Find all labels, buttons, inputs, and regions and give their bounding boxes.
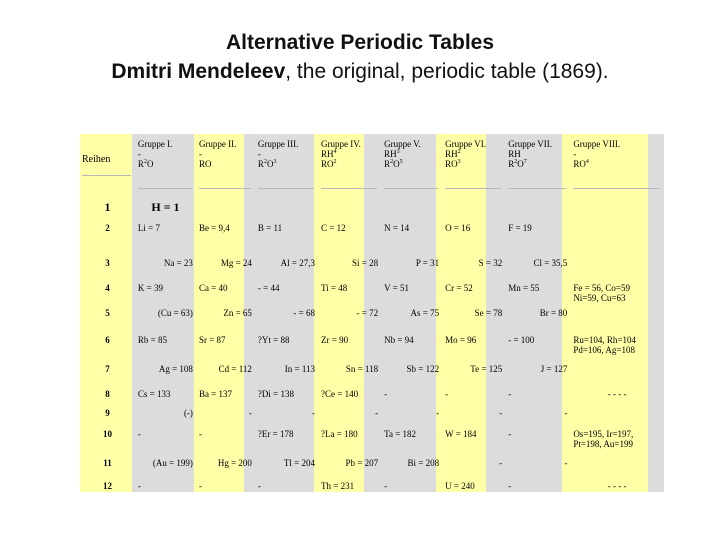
element-cell: ?Ce = 140 [321, 389, 359, 399]
group-hydride: - [137, 149, 141, 159]
table-row [80, 197, 664, 220]
element-cell: Tl = 204 [283, 458, 315, 468]
element-cell: Sr = 87 [198, 335, 226, 345]
element-cell: - [312, 408, 315, 418]
element-cell: Rb = 85 [137, 335, 168, 345]
element-cell: (-) [183, 408, 193, 418]
periodic-table [80, 134, 664, 492]
element-cell: - [375, 408, 379, 418]
element-cell: - [499, 458, 503, 468]
element-cell: - [198, 429, 202, 439]
element-cell: J = 127 [540, 364, 568, 374]
group-hydride: $RH^4$ [321, 149, 337, 159]
row-number: 4 [105, 283, 110, 293]
title-line-2 [0, 57, 720, 86]
group-oxide: $RO^2$ [321, 159, 337, 169]
element-cell: Al = 27,3 [280, 258, 315, 268]
element-cell: Li = 7 [137, 223, 160, 233]
group-oxide: $R^2O^5$ [384, 159, 403, 169]
element-cell: Fe = 56, Co=59 Ni=59, Cu=63 [573, 283, 630, 303]
element-cell: Cd = 112 [218, 364, 252, 374]
element-cell: ?La = 180 [321, 429, 358, 439]
element-cell: Zn = 65 [223, 308, 252, 318]
element-cell: - [499, 408, 503, 418]
title-line-1: Alternative Periodic Tables [225, 31, 495, 54]
element-cell: F = 19 [508, 223, 532, 233]
table-row [80, 478, 664, 503]
row-number: 1 [104, 200, 111, 214]
element-cell: - [137, 429, 141, 439]
element-cell: - = 44 [257, 283, 280, 293]
element-cell: ?Er = 178 [257, 429, 294, 439]
group-name: Gruppe VII. [508, 139, 553, 149]
group-header [196, 134, 255, 197]
element-cell: Na = 23 [163, 258, 193, 268]
row-number: 7 [105, 364, 110, 374]
table-row [80, 280, 664, 305]
title-subtitle: , the original, periodic table (1869). [285, 60, 609, 83]
element-cell: As = 75 [410, 308, 440, 318]
element-cell: - [445, 389, 449, 399]
element-cell: - = 72 [356, 308, 379, 318]
group-hydride: RH [508, 149, 521, 159]
element-cell: - = 100 [508, 335, 535, 345]
element-cell: Bi = 208 [407, 458, 440, 468]
element-cell: Ta = 182 [384, 429, 417, 439]
element-cell [570, 255, 664, 280]
element-cell [570, 220, 664, 255]
element-cell: K = 39 [137, 283, 163, 293]
element-cell: C = 12 [321, 223, 346, 233]
element-cell: Os=195, Ir=197, Pt=198, Au=199 [573, 429, 634, 449]
reihen-label: Reihen [82, 154, 111, 165]
group-header [570, 134, 664, 197]
element-cell: - [384, 389, 388, 399]
row-number: 3 [105, 258, 110, 268]
group-header [135, 134, 196, 197]
element-cell: - - - - [607, 389, 627, 399]
title-author: Dmitri Mendeleev [111, 60, 286, 83]
group-header [318, 134, 381, 197]
periodic-table-grid [80, 134, 664, 503]
row-number: 12 [102, 481, 112, 491]
group-name: Gruppe I. [137, 139, 173, 149]
group-header [255, 134, 318, 197]
element-cell: Sb = 122 [406, 364, 440, 374]
group-hydride: $RH^3$ [384, 149, 400, 159]
table-row [80, 426, 664, 455]
element-cell: Th = 231 [321, 481, 355, 491]
element-cell: Ru=104, Rh=104 Pd=106, Ag=108 [573, 335, 636, 355]
element-cell: Si = 28 [351, 258, 379, 268]
table-row [80, 332, 664, 361]
group-oxide: $RO^4$ [573, 159, 589, 169]
table-row [80, 455, 664, 478]
element-cell: O = 16 [445, 223, 471, 233]
group-oxide: $R^2O^7$ [508, 159, 527, 169]
group-name: Gruppe V. [384, 139, 421, 149]
group-oxide: $R^2O$ [137, 159, 154, 169]
element-cell: V = 51 [384, 283, 409, 293]
element-cell [570, 361, 664, 386]
group-name: Gruppe II. [198, 139, 237, 149]
element-cell [570, 405, 664, 426]
element-cell: - [436, 408, 440, 418]
element-cell: Mo = 96 [445, 335, 477, 345]
group-name: Gruppe III. [257, 139, 299, 149]
row-number: 8 [105, 389, 110, 399]
group-header [442, 134, 505, 197]
element-cell: Ag = 108 [158, 364, 193, 374]
element-cell: Be = 9,4 [198, 223, 230, 233]
element-cell: Br = 80 [539, 308, 568, 318]
group-hydride: $RH^2$ [445, 149, 461, 159]
group-name: Gruppe IV. [321, 139, 361, 149]
element-cell: Ba = 137 [198, 389, 233, 399]
element-cell: B = 11 [257, 223, 283, 233]
element-cell: (Cu = 63) [157, 308, 193, 318]
element-cell: - [564, 458, 568, 468]
group-hydride: - [198, 149, 202, 159]
element-cell: - - - - [607, 481, 627, 491]
element-cell: ?Di = 138 [257, 389, 294, 399]
row-number: 10 [102, 429, 112, 439]
group-oxide: $RO^3$ [445, 159, 461, 169]
row-number: 5 [105, 308, 110, 318]
table-row [80, 255, 664, 280]
element-cell: S = 32 [478, 258, 503, 268]
row-number: 2 [105, 223, 110, 233]
element-cell: Se = 78 [474, 308, 503, 318]
table-row [80, 386, 664, 405]
element-cell: ?Yt = 88 [257, 335, 290, 345]
group-name: Gruppe VIII. [573, 139, 621, 149]
element-cell: Sn = 118 [345, 364, 379, 374]
element-cell: - [257, 481, 261, 491]
element-cell: - [508, 481, 512, 491]
hydrogen-cell: H = 1 [151, 200, 180, 214]
table-row [80, 361, 664, 386]
reihen-header [80, 134, 135, 197]
element-cell: W = 184 [445, 429, 477, 439]
group-name: Gruppe VI. [445, 139, 486, 149]
element-cell: - = 68 [293, 308, 315, 318]
element-cell: - [248, 408, 252, 418]
element-cell: In = 113 [284, 364, 315, 374]
slide-title [0, 28, 720, 86]
group-header [505, 134, 570, 197]
element-cell: N = 14 [384, 223, 410, 233]
element-cell [570, 305, 664, 332]
table-row [80, 305, 664, 332]
group-hydride: - [573, 149, 577, 159]
element-cell: Zr = 90 [321, 335, 349, 345]
element-cell: - [508, 429, 512, 439]
table-row [80, 405, 664, 426]
element-cell: - [198, 481, 202, 491]
element-cell: (Au = 199) [152, 458, 193, 468]
row-number: 6 [105, 335, 110, 345]
element-cell: Mg = 24 [220, 258, 252, 268]
group-oxide: $R^2O^3$ [257, 159, 277, 169]
row-number: 11 [103, 458, 112, 468]
group-hydride: - [257, 149, 261, 159]
element-cell: Cs = 133 [137, 389, 171, 399]
element-cell: - [137, 481, 141, 491]
element-cell: Pb = 207 [345, 458, 379, 468]
element-cell: Ti = 48 [321, 283, 348, 293]
element-cell: Te = 125 [470, 364, 503, 374]
element-cell: Cr = 52 [445, 283, 473, 293]
element-cell: Cl = 35,5 [533, 258, 568, 268]
table-row [80, 220, 664, 255]
group-header [381, 134, 442, 197]
element-cell: Mn = 55 [508, 283, 540, 293]
row-number: 9 [105, 408, 110, 418]
element-cell: U = 240 [445, 481, 475, 491]
element-cell: P = 31 [415, 258, 440, 268]
group-oxide: RO [198, 159, 212, 169]
element-cell: Ca = 40 [198, 283, 228, 293]
element-cell: Hg = 200 [217, 458, 252, 468]
element-cell: - [384, 481, 388, 491]
element-cell: - [508, 389, 512, 399]
element-cell: Nb = 94 [384, 335, 414, 345]
element-cell [570, 455, 664, 478]
element-cell: - [564, 408, 568, 418]
